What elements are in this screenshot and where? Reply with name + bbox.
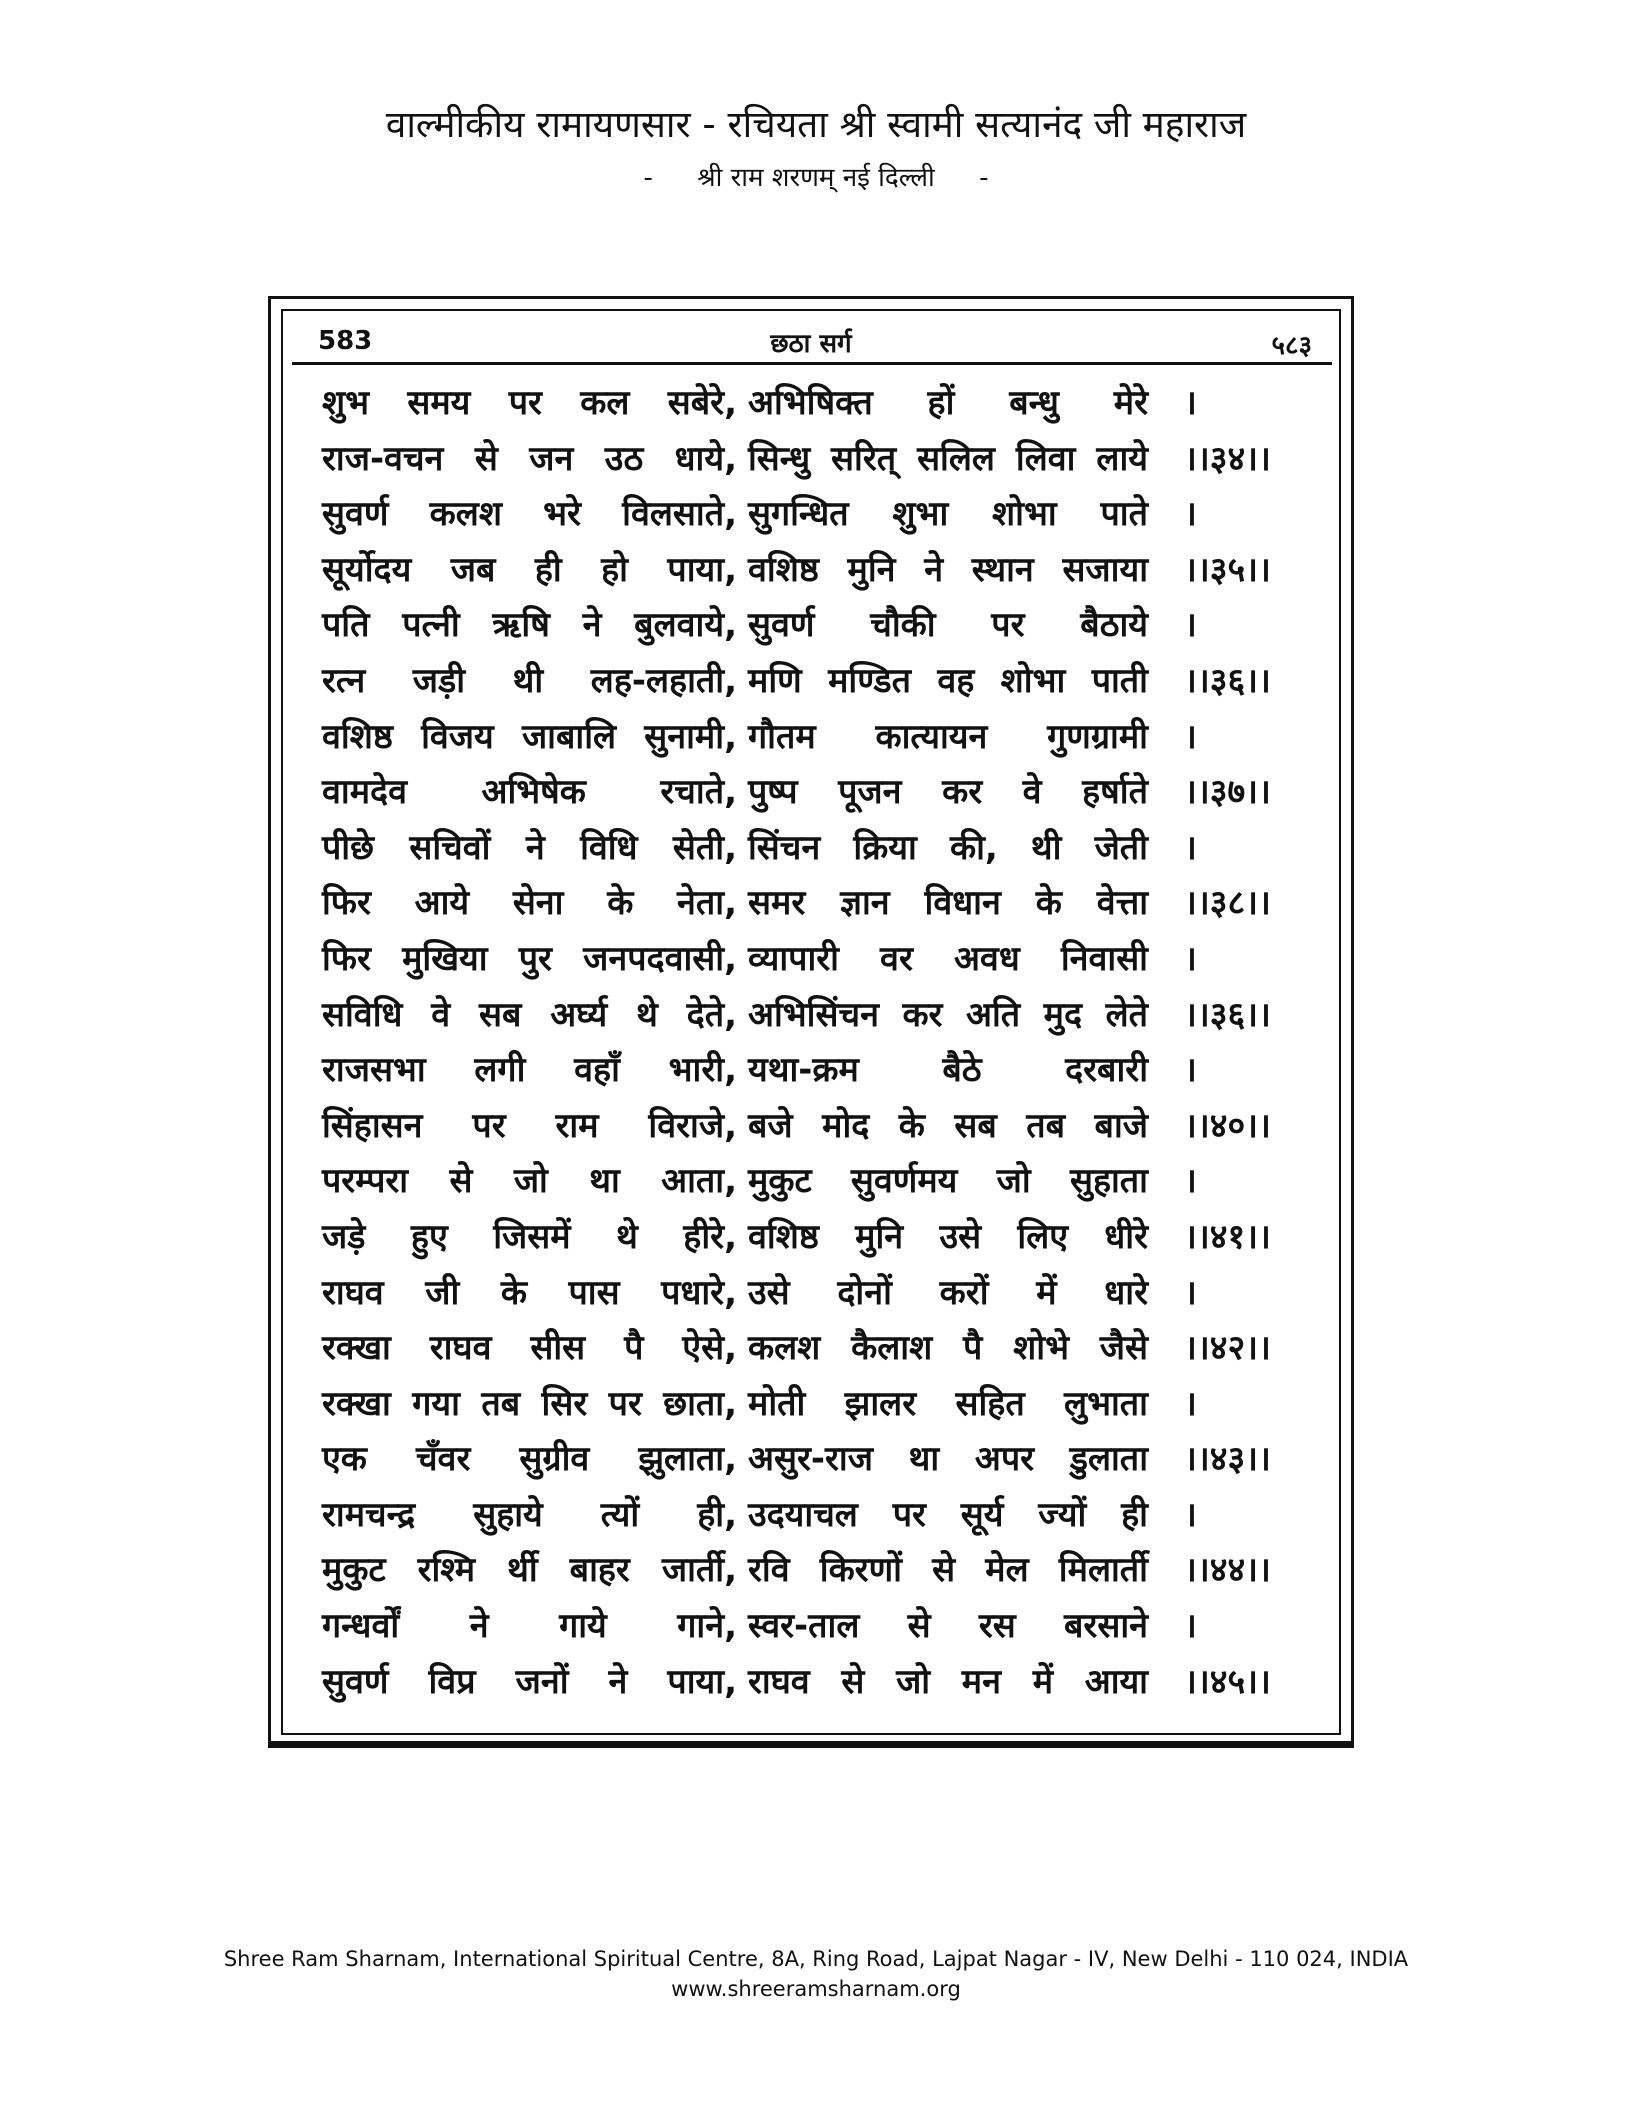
verse-number: ।।४०।। [1184, 1105, 1271, 1146]
verse-number: ।।३६।। [1184, 660, 1271, 701]
verse-line [322, 710, 1322, 766]
verse-number: ।।४३।। [1184, 1439, 1271, 1480]
verse-number: । [1184, 827, 1197, 868]
verse-second-half: वशिष्ठ मुनि ने स्थान सजाया [748, 549, 1148, 590]
verse-second-half: व्यापारी वर अवध निवासी [748, 938, 1148, 979]
verse-first-half: पति पत्नी ऋषि ने बुलवाये, [322, 605, 737, 646]
chapter-title: छठा सर्ग [770, 329, 852, 359]
verse-line [322, 487, 1322, 543]
verse-second-half: यथा-क्रम बैठे दरबारी [748, 1050, 1148, 1091]
verse-first-half: रक्खा गया तब सिर पर छाता, [322, 1383, 737, 1424]
verse-line [322, 1210, 1322, 1266]
verse-first-half: सिंहासन पर राम विराजे, [322, 1105, 737, 1146]
verse-second-half: उसे दोनों करों में धारे [748, 1272, 1148, 1313]
subtitle-text: श्री राम शरणम् नई दिल्ली [697, 163, 935, 193]
verse-number: । [1184, 605, 1197, 646]
verse-line [322, 543, 1322, 599]
verse-number: ।।४१।। [1184, 1216, 1271, 1257]
verse-second-half: स्वर-ताल से रस बरसाने [748, 1606, 1148, 1647]
page-number-left: 583 [318, 326, 373, 356]
verse-number: । [1184, 1161, 1197, 1202]
page-frame-bottom-rule [268, 1741, 1354, 1748]
verse-first-half: सूर्योदय जब ही हो पाया, [322, 549, 737, 590]
verse-number: ।।३७।। [1184, 772, 1271, 813]
verse-line [322, 1432, 1322, 1488]
verse-first-half: जड़े हुए जिसमें थे हीरे, [322, 1216, 737, 1257]
verse-number: । [1184, 1494, 1197, 1535]
verse-second-half: मुकुट सुवर्णमय जो सुहाता [748, 1161, 1148, 1202]
verse-first-half: राघव जी के पास पधारे, [322, 1272, 737, 1313]
verse-second-half: सिंचन क्रिया की, थी जेती [748, 827, 1148, 868]
verse-line [322, 654, 1322, 710]
document-title: वाल्मीकीय रामायणसार - रचियता श्री स्वामी सत्यानंद जी महाराज [385, 103, 1247, 146]
verse-first-half: पीछे सचिवों ने विधि सेती, [322, 827, 737, 868]
verse-number: । [1184, 1383, 1197, 1424]
page-number-right: ५८३ [1271, 331, 1312, 361]
verse-second-half: कलश कैलाश पै शोभे जैसे [748, 1328, 1148, 1369]
verse-line [322, 1266, 1322, 1322]
verse-second-half: सुगन्धित शुभा शोभा पाते [748, 494, 1148, 535]
verse-first-half: सुवर्ण कलश भरे विलसाते, [322, 494, 737, 535]
verse-second-half: बजे मोद के सब तब बाजे [748, 1105, 1148, 1146]
verse-first-half: राजसभा लगी वहाँ भारी, [322, 1050, 737, 1091]
verse-number: ।।३४।। [1184, 438, 1271, 479]
verse-first-half: मुकुट रश्मि र्थी बाहर जार्ती, [322, 1550, 737, 1591]
verse-number: । [1184, 1050, 1197, 1091]
verse-number: । [1184, 716, 1197, 757]
verse-first-half: रत्न जड़ी थी लह-लहाती, [322, 660, 737, 701]
verse-first-half: रामचन्द्र सुहाये त्यों ही, [322, 1494, 737, 1535]
verse-line [322, 821, 1322, 877]
verse-number: ।।४५।। [1184, 1661, 1271, 1702]
verse-second-half: रवि किरणों से मेल मिलार्ती [748, 1550, 1148, 1591]
verse-first-half: सविधि वे सब अर्घ्य थे देते, [322, 994, 737, 1035]
verse-line [322, 765, 1322, 821]
verse-second-half: अभिसिंचन कर अति मुद लेते [748, 994, 1148, 1035]
verse-first-half: गन्धर्वों ने गाये गाने, [322, 1606, 737, 1647]
verse-line [322, 1543, 1322, 1599]
verse-second-half: गौतम कात्यायन गुणग्रामी [748, 716, 1148, 757]
verse-number: । [1184, 1606, 1197, 1647]
verse-first-half: राज-वचन से जन उठ धाये, [322, 438, 737, 479]
verse-second-half: मणि मण्डित वह शोभा पाती [748, 660, 1148, 701]
verse-number: ।।३८।। [1184, 883, 1271, 924]
verse-number: । [1184, 494, 1197, 535]
verse-line [322, 1099, 1322, 1155]
verse-first-half: फिर मुखिया पुर जनपदवासी, [322, 938, 737, 979]
verse-line [322, 432, 1322, 488]
verse-line [322, 988, 1322, 1044]
document-subtitle [0, 160, 1632, 196]
footer-website: www.shreeramsharnam.org [671, 1977, 961, 2001]
verse-line [322, 1321, 1322, 1377]
verse-list [322, 376, 1322, 1710]
verse-line [322, 1377, 1322, 1433]
verse-line [322, 598, 1322, 654]
verse-number: ।।३५।। [1184, 549, 1271, 590]
verse-number: । [1184, 383, 1197, 423]
page-header [292, 316, 1330, 366]
verse-number: ।।४४।। [1184, 1550, 1271, 1591]
verse-line [322, 1488, 1322, 1544]
header-divider [292, 362, 1332, 365]
verse-first-half: वामदेव अभिषेक रचाते, [322, 772, 737, 813]
verse-first-half: रक्खा राघव सीस पै ऐसे, [322, 1328, 737, 1369]
verse-line [322, 376, 1322, 432]
subtitle-dash-right: - [979, 163, 989, 193]
verse-first-half: फिर आये सेना के नेता, [322, 883, 737, 924]
verse-second-half: उदयाचल पर सूर्य ज्यों ही [748, 1494, 1148, 1535]
verse-second-half: समर ज्ञान विधान के वेत्ता [748, 883, 1148, 924]
verse-second-half: असुर-राज था अपर डुलाता [748, 1439, 1148, 1480]
verse-second-half: सुवर्ण चौकी पर बैठाये [748, 605, 1148, 646]
verse-line [322, 932, 1322, 988]
verse-second-half: वशिष्ठ मुनि उसे लिए धीरे [748, 1216, 1148, 1257]
verse-first-half: वशिष्ठ विजय जाबालि सुनामी, [322, 716, 737, 757]
verse-number: । [1184, 1272, 1197, 1313]
verse-second-half: अभिषिक्त हों बन्धु मेरे [748, 383, 1148, 423]
verse-line [322, 1154, 1322, 1210]
footer-address: Shree Ram Sharnam, International Spiritual Centre, 8A, Ring Road, Lajpat Nagar - IV, New Delhi - 110 024, INDIA [223, 1947, 1409, 1971]
verse-number: ।।४२।। [1184, 1328, 1271, 1369]
verse-second-half: मोती झालर सहित लुभाता [748, 1383, 1148, 1424]
verse-first-half: सुवर्ण विप्र जनों ने पाया, [322, 1661, 737, 1702]
verse-number: ।।३६।। [1184, 994, 1271, 1035]
verse-line [322, 876, 1322, 932]
verse-line [322, 1655, 1322, 1711]
verse-second-half: सिन्धु सरित् सलिल लिवा लाये [748, 438, 1148, 479]
verse-first-half: शुभ समय पर कल सबेरे, [322, 383, 737, 423]
verse-line [322, 1043, 1322, 1099]
verse-second-half: पुष्प पूजन कर वे हर्षाते [748, 772, 1148, 813]
verse-number: । [1184, 938, 1197, 979]
verse-first-half: परम्परा से जो था आता, [322, 1161, 737, 1202]
verse-second-half: राघव से जो मन में आया [748, 1661, 1148, 1702]
subtitle-dash-left: - [643, 163, 653, 193]
verse-first-half: एक चँवर सुग्रीव झुलाता, [322, 1439, 737, 1480]
verse-line [322, 1599, 1322, 1655]
